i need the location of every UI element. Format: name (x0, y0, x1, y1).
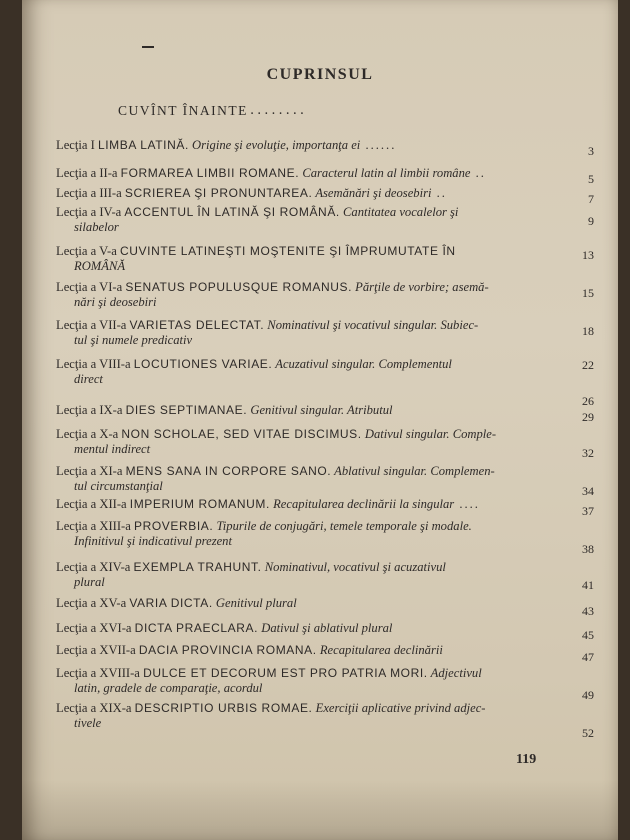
toc-entry (56, 596, 546, 611)
toc-entry (56, 280, 546, 310)
toc-entry-line (56, 357, 546, 372)
lesson-description: Ablativul singular. Complemen- (331, 464, 495, 478)
lesson-description-continued: Infinitivul şi indicativul prezent (74, 534, 232, 548)
lesson-description-continued: direct (74, 372, 103, 386)
lesson-description: Dativul singular. Comple- (361, 427, 497, 441)
page-number: 119 (516, 752, 537, 767)
toc-entry (56, 427, 546, 457)
lesson-description: Recapitularea declinării (316, 643, 443, 657)
toc-entry (56, 464, 546, 494)
toc-entry (56, 403, 546, 418)
leader-dots: .. (470, 166, 486, 180)
toc-page-number: 37 (582, 504, 594, 518)
toc-page-number: 52 (582, 726, 594, 740)
lesson-number: Lecţia a XVIII-a (56, 666, 144, 680)
lesson-title: LIMBA LATINĂ. (97, 138, 189, 152)
toc-entry (56, 701, 546, 731)
toc-page-number: 47 (582, 650, 594, 664)
toc-entry-line (56, 560, 546, 575)
lesson-number: Lecţia a XV-a (56, 596, 130, 610)
toc-entry-line (56, 138, 546, 153)
lesson-number: Lecţia a VIII-a (56, 357, 134, 371)
lesson-title: VARIA DICTA. (129, 596, 213, 610)
lesson-title: IMPERIUM ROMANUM. (129, 497, 270, 511)
toc-entry-line (56, 596, 546, 611)
lesson-number: Lecţia a III-a (56, 186, 125, 200)
lesson-number: Lecţia a XVI-a (56, 621, 135, 635)
toc-entry (56, 497, 546, 512)
toc-page-number: 3 (588, 144, 594, 158)
lesson-title: SCRIEREA ŞI PRONUNTAREA. (124, 186, 313, 200)
leader-dots: .... (454, 497, 480, 511)
toc-entry (56, 560, 546, 590)
toc-entry (56, 621, 546, 636)
lesson-title: DIES SEPTIMANAE. (125, 403, 248, 417)
lesson-title: NON SCHOLAE, SED VITAE DISCIMUS. (121, 427, 362, 441)
toc-entry (56, 166, 546, 181)
toc-entry (56, 205, 546, 235)
lesson-description-continued: mentul indirect (74, 442, 151, 456)
book-page (22, 0, 618, 840)
toc-entry (56, 666, 546, 696)
toc-entry-line (56, 280, 546, 295)
toc-entry-line (56, 244, 546, 259)
lesson-description-continued: plural (74, 575, 105, 589)
lesson-number: Lecţia a VI-a (56, 280, 126, 294)
leader-dots: .. (431, 186, 447, 200)
lesson-description: Asemănări şi deosebiri (312, 186, 432, 200)
lesson-title: SENATUS POPULUSQUE ROMANUS. (125, 280, 353, 294)
page-title: CUPRINSUL (266, 66, 374, 83)
lesson-description: Nominativul, vocativul şi acuzativul (261, 560, 446, 574)
toc-entry-line (56, 318, 546, 333)
toc-entry (56, 643, 546, 658)
lesson-description-continued: silabelor (74, 220, 119, 234)
toc-page-number: 9 (588, 214, 594, 228)
lesson-title: CUVINTE LATINEŞTI MOŞTENITE ŞI ÎMPRUMUTATE ÎN (120, 244, 456, 258)
toc-entry (56, 244, 546, 274)
lesson-description: Cantitatea vocalelor şi (339, 205, 459, 219)
lesson-description: Genitivul singular. Atributul (247, 403, 393, 417)
lesson-number: Lecţia a X-a (56, 427, 122, 441)
lesson-description: Caracterul latin al limbii române (299, 166, 471, 180)
toc-page-number: 32 (582, 446, 594, 460)
lesson-number: Lecţia a IX-a (56, 403, 126, 417)
lesson-number: Lecţia a IV-a (56, 205, 125, 219)
toc-entry-line (56, 205, 546, 220)
toc-page-number: 34 (582, 484, 594, 498)
lesson-number: Lecţia a XII-a (56, 497, 130, 511)
lesson-title: PROVERBIA. (133, 519, 214, 533)
toc-page-number: 18 (582, 324, 594, 338)
toc-entry-line (56, 186, 546, 201)
toc-entry-line (56, 621, 546, 636)
lesson-title: DESCRIPTIO URBIS ROMAE. (134, 701, 313, 715)
toc-entry-line (56, 643, 546, 658)
toc-entry-line (56, 701, 546, 716)
foreword-entry: CUVÎNT ÎNAINTE (118, 103, 248, 118)
toc-page-number: 41 (582, 578, 594, 592)
lesson-description-continued: tul circumstanţial (74, 479, 163, 493)
toc-page-number: 22 (582, 358, 594, 372)
lesson-title: DICTA PRAECLARA. (134, 621, 259, 635)
toc-page-number: 43 (582, 604, 594, 618)
leader-dots: ...... (360, 138, 397, 152)
lesson-description: Dativul şi ablativul plural (258, 621, 393, 635)
toc-entry-line (56, 403, 546, 418)
foreword-leader-dots: ........ (250, 103, 308, 118)
lesson-number: Lecţia a XIV-a (56, 560, 134, 574)
page-shadow (22, 780, 618, 840)
toc-entry-line (56, 666, 546, 681)
lesson-number: Lecţia a II-a (56, 166, 121, 180)
lesson-number: Lecţia a XIII-a (56, 519, 134, 533)
toc-entry (56, 318, 546, 348)
lesson-description: Adjectivul (427, 666, 482, 680)
lesson-number: Lecţia a VII-a (56, 318, 130, 332)
toc-page-number: 49 (582, 688, 594, 702)
lesson-number: Lecţia a XVII-a (56, 643, 139, 657)
lesson-description: Origine şi evoluţie, importanţa ei (188, 138, 361, 152)
lesson-description-continued: tul şi numele predicativ (74, 333, 193, 347)
toc-entry (56, 186, 546, 201)
lesson-description: Recapitularea declinării la singular (269, 497, 455, 511)
lesson-title: FORMAREA LIMBII ROMANE. (120, 166, 300, 180)
lesson-title: EXEMPLA TRAHUNT. (133, 560, 262, 574)
ink-mark (142, 46, 154, 48)
lesson-number: Lecţia a V-a (56, 244, 120, 258)
lesson-title: MENS SANA IN CORPORE SANO. (125, 464, 332, 478)
lesson-title: LOCUTIONES VARIAE. (133, 357, 273, 371)
lesson-title: DULCE ET DECORUM EST PRO PATRIA MORI. (143, 666, 428, 680)
lesson-description-continued: tivele (74, 716, 102, 730)
lesson-title: ACCENTUL ÎN LATINĂ ŞI ROMÂNĂ. (124, 205, 340, 219)
lesson-description: Acuzativul singular. Complementul (272, 357, 452, 371)
lesson-description-continued: ROMÂNĂ (74, 259, 126, 273)
toc-page-number: 38 (582, 542, 594, 556)
lesson-description-continued: latin, gradele de comparaţie, acordul (74, 681, 263, 695)
lesson-description: Tipurile de conjugări, temele temporale şi modale. (213, 519, 472, 533)
toc-entry-line (56, 519, 546, 534)
toc-entry-line (56, 427, 546, 442)
toc-page-number: 15 (582, 286, 594, 300)
toc-entry-line (56, 166, 546, 181)
toc-entry-line (56, 497, 546, 512)
lesson-description: Genitivul plural (212, 596, 297, 610)
lesson-description: Părţile de vorbire; asemă- (352, 280, 489, 294)
lesson-description-continued: nări şi deosebiri (74, 295, 157, 309)
toc-entry (56, 138, 546, 153)
toc-entry (56, 519, 546, 549)
lesson-number: Lecţia a XIX-a (56, 701, 135, 715)
lesson-description: Nominativul şi vocativul singular. Subiec- (264, 318, 479, 332)
toc-page-number: 29 (582, 410, 594, 424)
toc-entry-line (56, 464, 546, 479)
lesson-description: Exerciţii aplicative privind adjec- (312, 701, 486, 715)
toc-page-number: 26 (582, 394, 594, 408)
lesson-title: DACIA PROVINCIA ROMANA. (138, 643, 317, 657)
lesson-number: Lecţia I (56, 138, 98, 152)
toc-page-number: 5 (588, 172, 594, 186)
toc-page-number: 13 (582, 248, 594, 262)
lesson-title: VARIETAS DELECTAT. (129, 318, 265, 332)
toc-entry (56, 357, 546, 387)
toc-page-number: 7 (588, 192, 594, 206)
toc-page-number: 45 (582, 628, 594, 642)
lesson-number: Lecţia a XI-a (56, 464, 126, 478)
